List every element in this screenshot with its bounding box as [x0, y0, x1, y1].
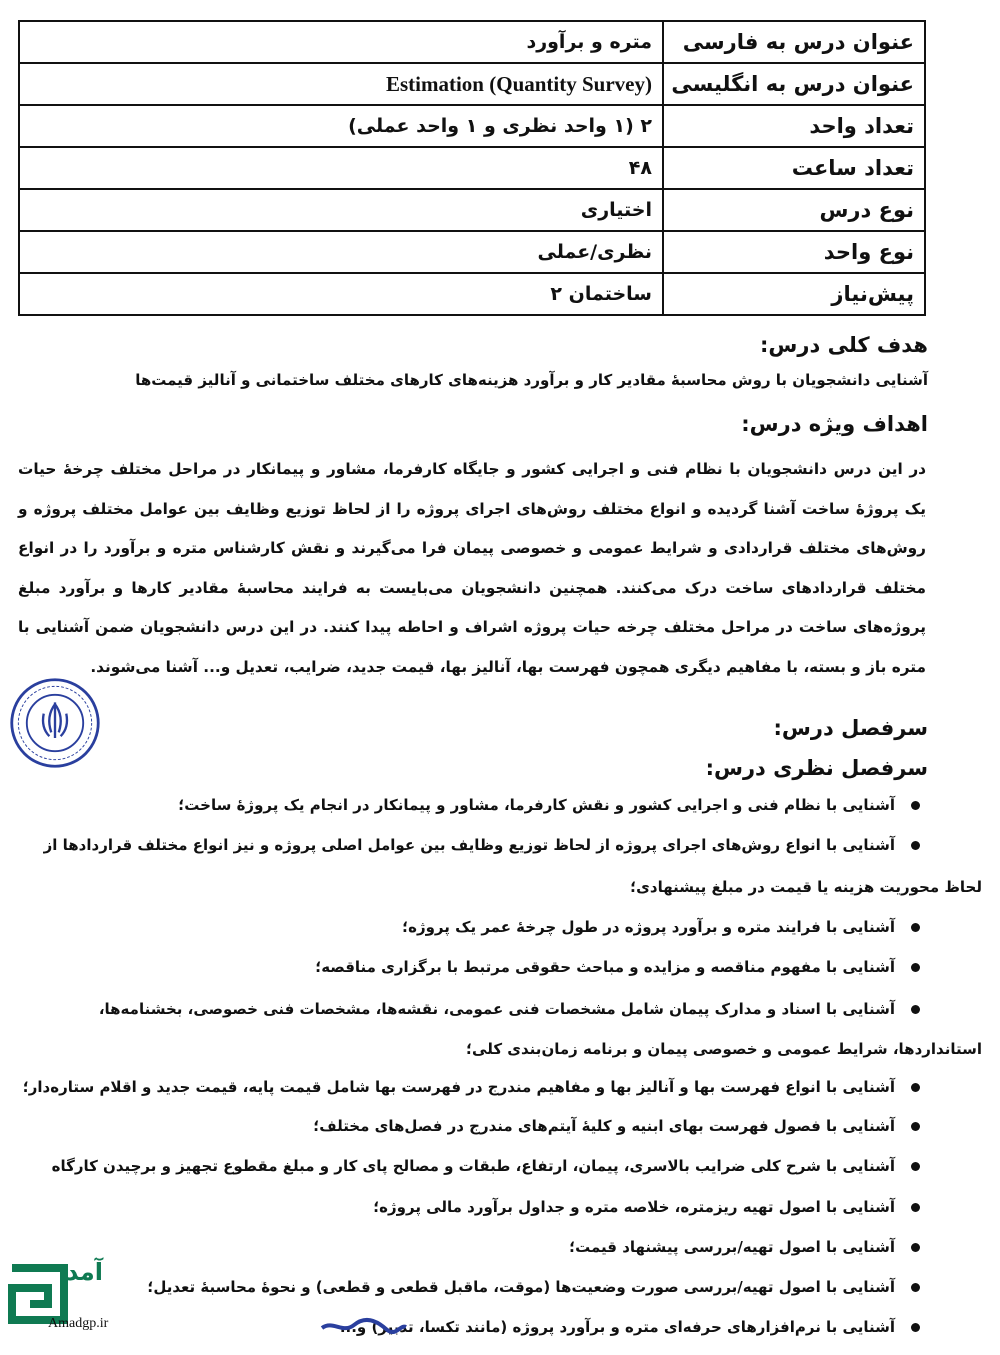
syllabus-bullet: آشنایی با نظام فنی و اجرایی کشور و نقش کارفرما، مشاور و پیمانکار در انجام یک پروژهٔ ساخت؛ [178, 796, 920, 814]
syllabus-heading: سرفصل درس: [773, 716, 928, 740]
bullet-dot-icon [911, 1005, 920, 1014]
syllabus-bullet: آشنایی با انواع روش‌های اجرای پروژه از لحاظ توزیع وظایف بین عوامل اصلی پروژه و نیز انواع مختلف قراردادها از [44, 836, 920, 854]
bullet-dot-icon [911, 963, 920, 972]
syllabus-bullet: آشنایی با فصول فهرست بهای ابنیه و کلیهٔ آیتم‌های مندرج در فصل‌های مختلف؛ [313, 1117, 920, 1135]
info-value: نظری/عملی [19, 231, 663, 273]
info-key: تعداد ساعت [663, 147, 925, 189]
info-row [19, 273, 925, 315]
logo-site-text: Amadgp.ir [48, 1316, 109, 1331]
scribble-mark [318, 1316, 408, 1338]
bullet-dot-icon [911, 1122, 920, 1131]
info-row [19, 21, 925, 63]
syllabus-bullet-continuation: استانداردها، شرایط عمومی و خصوصی پیمان و برنامه زمان‌بندی کلی؛ [466, 1040, 982, 1058]
amad-logo [8, 1258, 148, 1338]
syllabus-bullet-continuation: لحاظ محوریت هزینه یا قیمت در مبلغ پیشنهادی؛ [630, 878, 982, 896]
info-key: تعداد واحد [663, 105, 925, 147]
syllabus-bullet: آشنایی با شرح کلی ضرایب بالاسری، پیمان، ارتفاع، طبقات و مصالح پای کار و مبلغ مقطوع تجهیز و برچیدن کارگاه [52, 1157, 920, 1175]
official-stamp [8, 676, 102, 770]
info-key: عنوان درس به فارسی [663, 21, 925, 63]
syllabus-bullet: آشنایی با اصول تهیه ریزمتره، خلاصه متره و جداول برآورد مالی پروژه؛ [373, 1198, 920, 1216]
info-value: ۲ (۱ واحد نظری و ۱ واحد عملی) [19, 105, 663, 147]
info-row [19, 189, 925, 231]
bullet-dot-icon [911, 1083, 920, 1092]
syllabus-bullet: آشنایی با اصول تهیه/بررسی صورت وضعیت‌ها (موقت، ماقبل قطعی و قطعی) و نحوهٔ محاسبهٔ تعدیل؛ [147, 1278, 920, 1296]
info-key: عنوان درس به انگلیسی [663, 63, 925, 105]
syllabus-bullet: آشنایی با نرم‌افزارهای حرفه‌ای متره و برآورد پروژه (مانند تکسا، تدبیر) و... [340, 1318, 920, 1336]
course-info-table [18, 20, 926, 316]
syllabus-bullet: آشنایی با فرایند متره و برآورد پروژه در طول چرخهٔ عمر یک پروژه؛ [402, 918, 920, 936]
specific-goals-paragraph: در این درس دانشجویان با نظام فنی و اجرایی کشور و جایگاه کارفرما، مشاور و پیمانکار در مراحل مختلف چرخهٔ حیات یک پروژهٔ ساخت آشنا گردیده و انواع مختلف روش‌های اجرای پروژه را از لحاظ توزیع وظایف بین عوامل مختلف پروژه و روش‌های مختلف قراردادی و شرایط عمومی و خصوصی پیمان فرا می‌گیرند و نقش کارشناس متره و برآورد را در انواع مختلف قراردادهای ساخت درک می‌کنند. همچنین دانشجویان می‌بایست به فرایند محاسبهٔ مقادیر کارها و برآورد مبلغ پروژه‌های ساخت در مراحل مختلف چرخه حیات پروژه اشراف و احاطه پیدا کنند. در این درس دانشجویان ضمن آشنایی با متره باز و بسته، با مفاهیم دیگری همچون فهرست بها، آنالیز بها، قیمت جدید، ضرایب، تعدیل و... آشنا می‌شوند. [18, 460, 926, 676]
syllabus-bullet: آشنایی با اسناد و مدارک پیمان شامل مشخصات فنی عمومی، نقشه‌ها، مشخصات فنی خصوصی، بخشنامه‌ها، [99, 1000, 920, 1018]
theory-syllabus-heading: سرفصل نظری درس: [705, 756, 928, 780]
bullet-dot-icon [911, 801, 920, 810]
info-value: ساختمان ۲ [19, 273, 663, 315]
bullet-dot-icon [911, 1323, 920, 1332]
info-value: اختیاری [19, 189, 663, 231]
info-row [19, 147, 925, 189]
syllabus-bullet: آشنایی با اصول تهیه/بررسی پیشنهاد قیمت؛ [569, 1238, 920, 1256]
info-row [19, 63, 925, 105]
info-key: پیش‌نیاز [663, 273, 925, 315]
bullet-dot-icon [911, 1283, 920, 1292]
info-row [19, 105, 925, 147]
info-row [19, 231, 925, 273]
info-key: نوع واحد [663, 231, 925, 273]
info-value: Estimation (Quantity Survey) [19, 63, 663, 105]
info-value: ۴۸ [19, 147, 663, 189]
bullet-dot-icon [911, 1243, 920, 1252]
syllabus-bullet: آشنایی با انواع فهرست بها و آنالیز بها و مفاهیم مندرج در فهرست بها شامل قیمت پایه، قیمت جدید و اقلام ستاره‌دار؛ [23, 1078, 920, 1096]
bullet-dot-icon [911, 1162, 920, 1171]
bullet-dot-icon [911, 923, 920, 932]
info-key: نوع درس [663, 189, 925, 231]
general-goal-text: آشنایی دانشجویان با روش محاسبهٔ مقادیر کار و برآورد هزینه‌های کارهای مختلف ساختمانی و آنالیز قیمت‌ها [135, 371, 928, 389]
logo-brand-text: آمد [66, 1258, 103, 1286]
info-value: متره و برآورد [19, 21, 663, 63]
specific-goals-heading: اهداف ویژه درس: [741, 412, 928, 436]
syllabus-bullet: آشنایی با مفهوم مناقصه و مزایده و مباحث حقوقی مرتبط با برگزاری مناقصه؛ [315, 958, 920, 976]
bullet-dot-icon [911, 841, 920, 850]
bullet-dot-icon [911, 1203, 920, 1212]
general-goal-heading: هدف کلی درس: [760, 333, 928, 357]
